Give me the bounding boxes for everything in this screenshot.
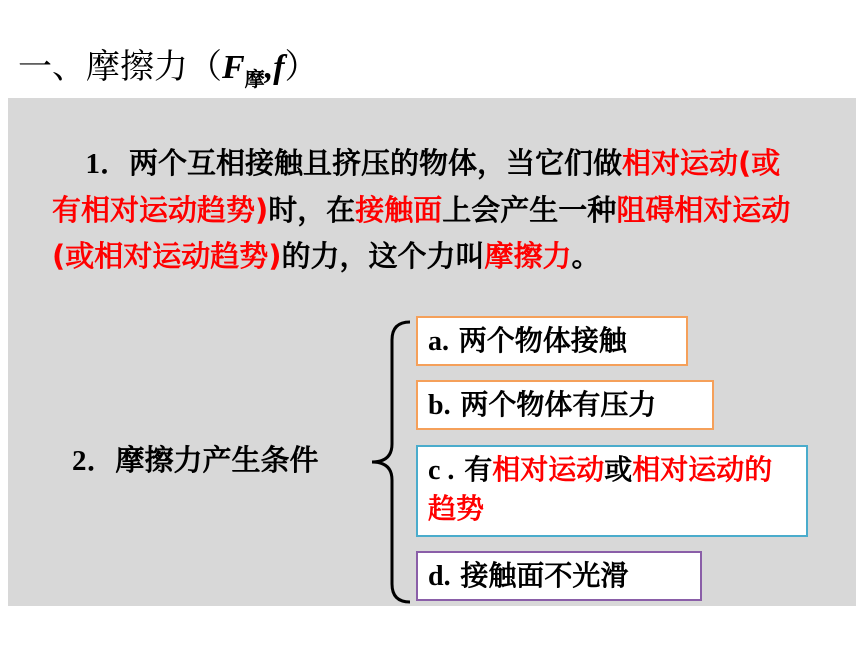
definition-highlight-1: 相对运动(或有相对运动趋势) [52,146,781,227]
definition-paragraph [52,140,804,279]
title-text: 一、摩擦力（ [18,47,222,87]
conditions-heading [72,440,319,481]
condition-b-letter: b. [428,390,451,421]
title-symbol-F: F [222,49,245,86]
title-symbol-f: f [273,49,285,86]
condition-c-highlight-1: 相对运动 [492,453,605,486]
condition-b [416,380,714,430]
definition-text-1: 两个互相接触且挤压的物体，当它们做 [129,146,623,180]
condition-a-letter: a. [428,326,449,357]
title-close: ） [284,47,319,87]
condition-c [416,445,808,537]
conditions-sep: ． [86,443,116,477]
definition-text-3: 上会产生一种 [442,193,617,227]
conditions-label: 摩擦力产生条件 [115,443,319,477]
condition-c-highlight-2: 相对运动的趋势 [428,453,773,525]
definition-highlight-4: 摩擦力 [484,239,572,273]
definition-highlight-3: 阻碍相对运动(或相对运动趋势) [52,193,791,273]
curly-brace-icon [368,318,414,606]
condition-a-text: 两个物体接触 [458,324,627,357]
condition-c-letter: c . [428,455,455,486]
condition-d-text: 接触面不光滑 [460,559,629,592]
definition-text-2: 时，在 [268,193,356,227]
title-comma: , [264,49,274,86]
condition-d [416,551,702,601]
conditions-number: 2 [72,445,87,477]
condition-a [416,316,688,366]
definition-text-4: 的力，这个力叫 [281,239,485,273]
definition-highlight-2: 接触面 [355,193,443,227]
slide-title [18,44,319,94]
condition-c-text-2: 或 [604,453,633,486]
condition-b-text: 两个物体有压力 [460,388,657,421]
definition-sep: ． [100,146,130,180]
definition-number: 1 [85,148,100,180]
condition-d-letter: d. [428,561,451,592]
condition-c-text-1: 有 [464,453,493,486]
definition-text-5: 。 [571,239,601,273]
title-subscript: 摩 [244,67,265,91]
